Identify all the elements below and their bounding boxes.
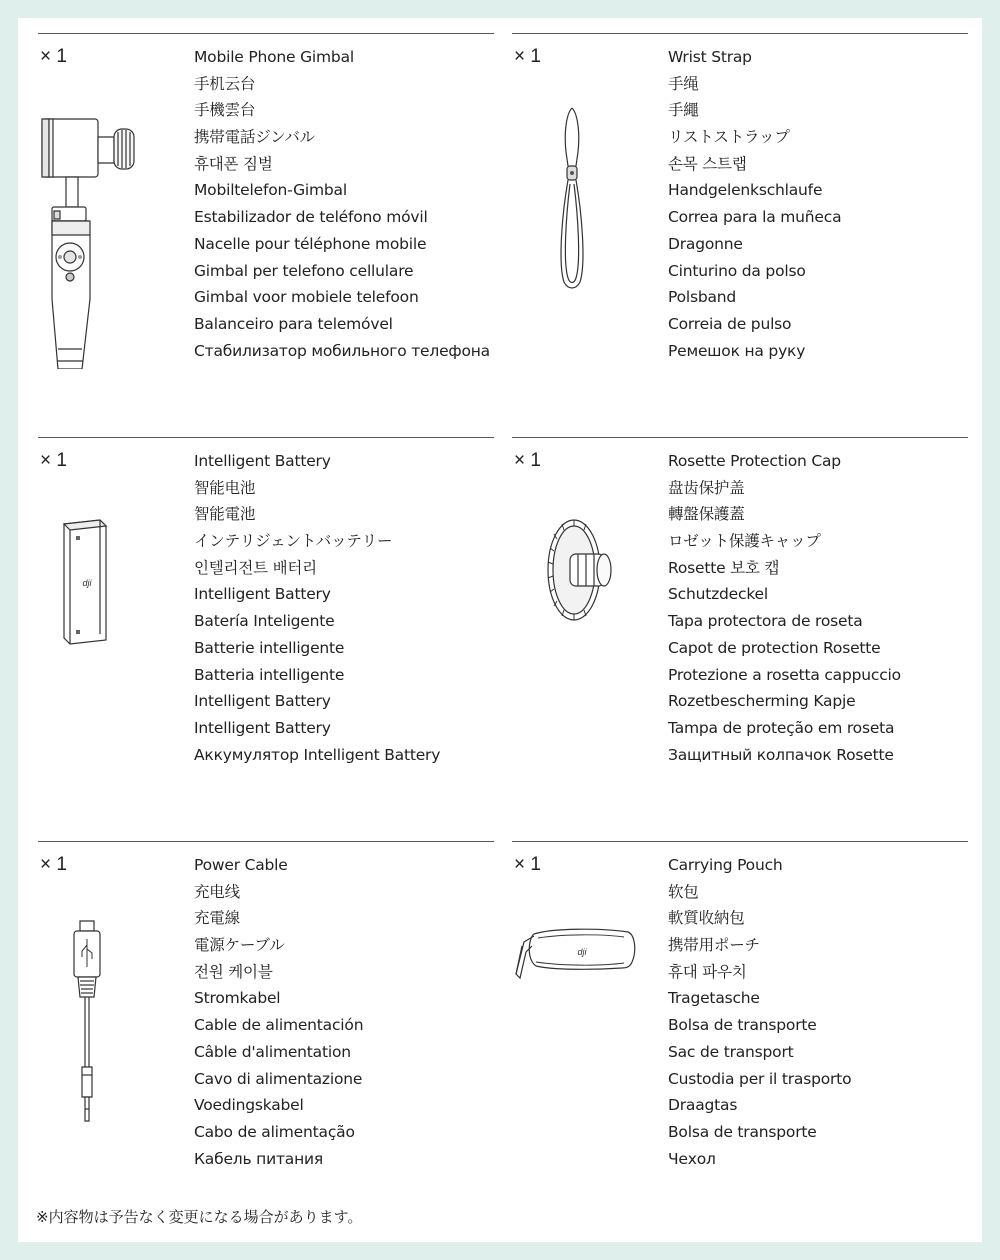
item-name-list [668, 46, 841, 366]
item-name: 软包 [668, 882, 699, 901]
item-cell-battery [38, 437, 494, 818]
quantity-label: × 1 [40, 46, 67, 67]
item-name: Bolsa de transporte [668, 1122, 817, 1141]
quantity-label: × 1 [40, 854, 67, 875]
item-name: 手繩 [668, 101, 699, 120]
item-name: Batteria intelligente [194, 665, 345, 684]
item-name: 轉盤保護蓋 [668, 505, 745, 524]
battery-icon [56, 516, 116, 646]
item-name: リストストラップ [668, 128, 790, 147]
item-cell-carrying-pouch [512, 841, 968, 1222]
item-name: Mobile Phone Gimbal [194, 48, 354, 66]
item-name: Câble d'alimentation [194, 1042, 351, 1061]
item-name: Intelligent Battery [194, 718, 331, 737]
item-name: 携帯用ポーチ [668, 936, 760, 955]
item-name: Protezione a rosetta cappuccio [668, 665, 901, 684]
item-name: Cinturino da polso [668, 261, 806, 280]
item-name: 휴대폰 짐벌 [194, 154, 273, 173]
item-name: Dragonne [668, 234, 743, 253]
item-name: 充电线 [194, 882, 240, 901]
item-name: 電源ケーブル [194, 936, 285, 955]
item-name-list [194, 46, 490, 366]
quantity-label: × 1 [514, 450, 541, 471]
item-name: Ремешок на руку [668, 341, 806, 360]
item-name: Draagtas [668, 1096, 738, 1115]
item-name: Cavo di alimentazione [194, 1069, 363, 1088]
carrying-pouch-icon [512, 922, 638, 992]
item-name: Tapa protectora de roseta [668, 612, 863, 631]
item-name: 손목 스트랩 [668, 154, 747, 173]
item-cell-wrist-strap [512, 33, 968, 414]
item-name: Gimbal per telefono cellulare [194, 261, 414, 280]
item-name: Bolsa de transporte [668, 1016, 817, 1035]
item-name: 手绳 [668, 74, 699, 93]
item-name: Stromkabel [194, 989, 281, 1008]
item-name: Custodia per il trasporto [668, 1069, 852, 1088]
item-name: Rozetbescherming Kapje [668, 692, 856, 711]
item-name: Power Cable [194, 856, 288, 874]
item-name: Стабилизатор мобильного телефона [194, 341, 490, 360]
item-name: Кабель питания [194, 1149, 324, 1168]
item-name: Wrist Strap [668, 48, 752, 66]
item-name: Handgelenkschlaufe [668, 181, 823, 200]
item-cell-power-cable [38, 841, 494, 1222]
gimbal-icon [38, 99, 158, 369]
item-name: Voedingskabel [194, 1096, 304, 1115]
quantity-label: × 1 [514, 46, 541, 67]
item-name: Gimbal voor mobiele telefoon [194, 288, 419, 307]
power-cable-icon [68, 917, 108, 1127]
item-cell-rosette-cap [512, 437, 968, 818]
item-name: 携帯電話ジンバル [194, 128, 315, 147]
package-contents-sheet [18, 18, 982, 1242]
wrist-strap-icon [552, 104, 592, 294]
item-name: 智能电池 [194, 478, 256, 497]
item-name: 휴대 파우치 [668, 962, 747, 981]
item-name-list [668, 854, 851, 1174]
item-name: 智能電池 [194, 505, 256, 524]
item-name: Rosette 보호 캡 [668, 558, 780, 577]
item-name: Balanceiro para telemóvel [194, 314, 393, 333]
item-name-list [668, 450, 901, 770]
item-name: Rosette Protection Cap [668, 452, 841, 470]
item-name: 充電線 [194, 909, 240, 928]
item-name: Carrying Pouch [668, 856, 783, 874]
item-cell-gimbal [38, 33, 494, 414]
item-name: Защитный колпачок Rosette [668, 745, 894, 764]
item-name: Sac de transport [668, 1042, 794, 1061]
item-name: 軟質收納包 [668, 909, 745, 928]
item-name: 盘齿保护盖 [668, 478, 745, 497]
dji-logo: dji [577, 947, 587, 957]
item-name: Cable de alimentación [194, 1016, 364, 1035]
item-name: Correa para la muñeca [668, 208, 842, 227]
item-name: Intelligent Battery [194, 692, 331, 711]
item-name: Tampa de proteção em roseta [668, 718, 895, 737]
dji-logo: dji [82, 578, 92, 588]
rosette-cap-icon [542, 516, 622, 626]
item-name: 인텔리전트 배터리 [194, 558, 317, 577]
disclaimer-footnote: ※内容物は予告なく変更になる場合があります。 [36, 1208, 363, 1226]
item-name: Correia de pulso [668, 314, 792, 333]
quantity-label: × 1 [40, 450, 67, 471]
item-name: 手机云台 [194, 74, 256, 93]
item-name: Mobiltelefon-Gimbal [194, 181, 347, 200]
item-name: Tragetasche [668, 989, 760, 1008]
item-name: 手機雲台 [194, 101, 256, 120]
item-name: Estabilizador de teléfono móvil [194, 208, 428, 227]
item-name: Polsband [668, 288, 737, 307]
item-name: Intelligent Battery [194, 585, 331, 604]
item-name: Capot de protection Rosette [668, 638, 881, 657]
item-name: Batería Inteligente [194, 612, 335, 631]
item-name: インテリジェントバッテリー [194, 532, 393, 551]
item-name: Nacelle pour téléphone mobile [194, 234, 427, 253]
item-name: Batterie intelligente [194, 638, 345, 657]
item-name: ロゼット保護キャップ [668, 532, 821, 551]
item-name: Аккумулятор Intelligent Battery [194, 745, 441, 764]
item-name-list [194, 854, 363, 1174]
item-name: Intelligent Battery [194, 452, 331, 470]
quantity-label: × 1 [514, 854, 541, 875]
item-name: Чехол [668, 1149, 716, 1168]
item-name: Cabo de alimentação [194, 1122, 355, 1141]
item-name-list [194, 450, 440, 770]
item-name: 전원 케이블 [194, 962, 273, 981]
item-name: Schutzdeckel [668, 585, 768, 604]
